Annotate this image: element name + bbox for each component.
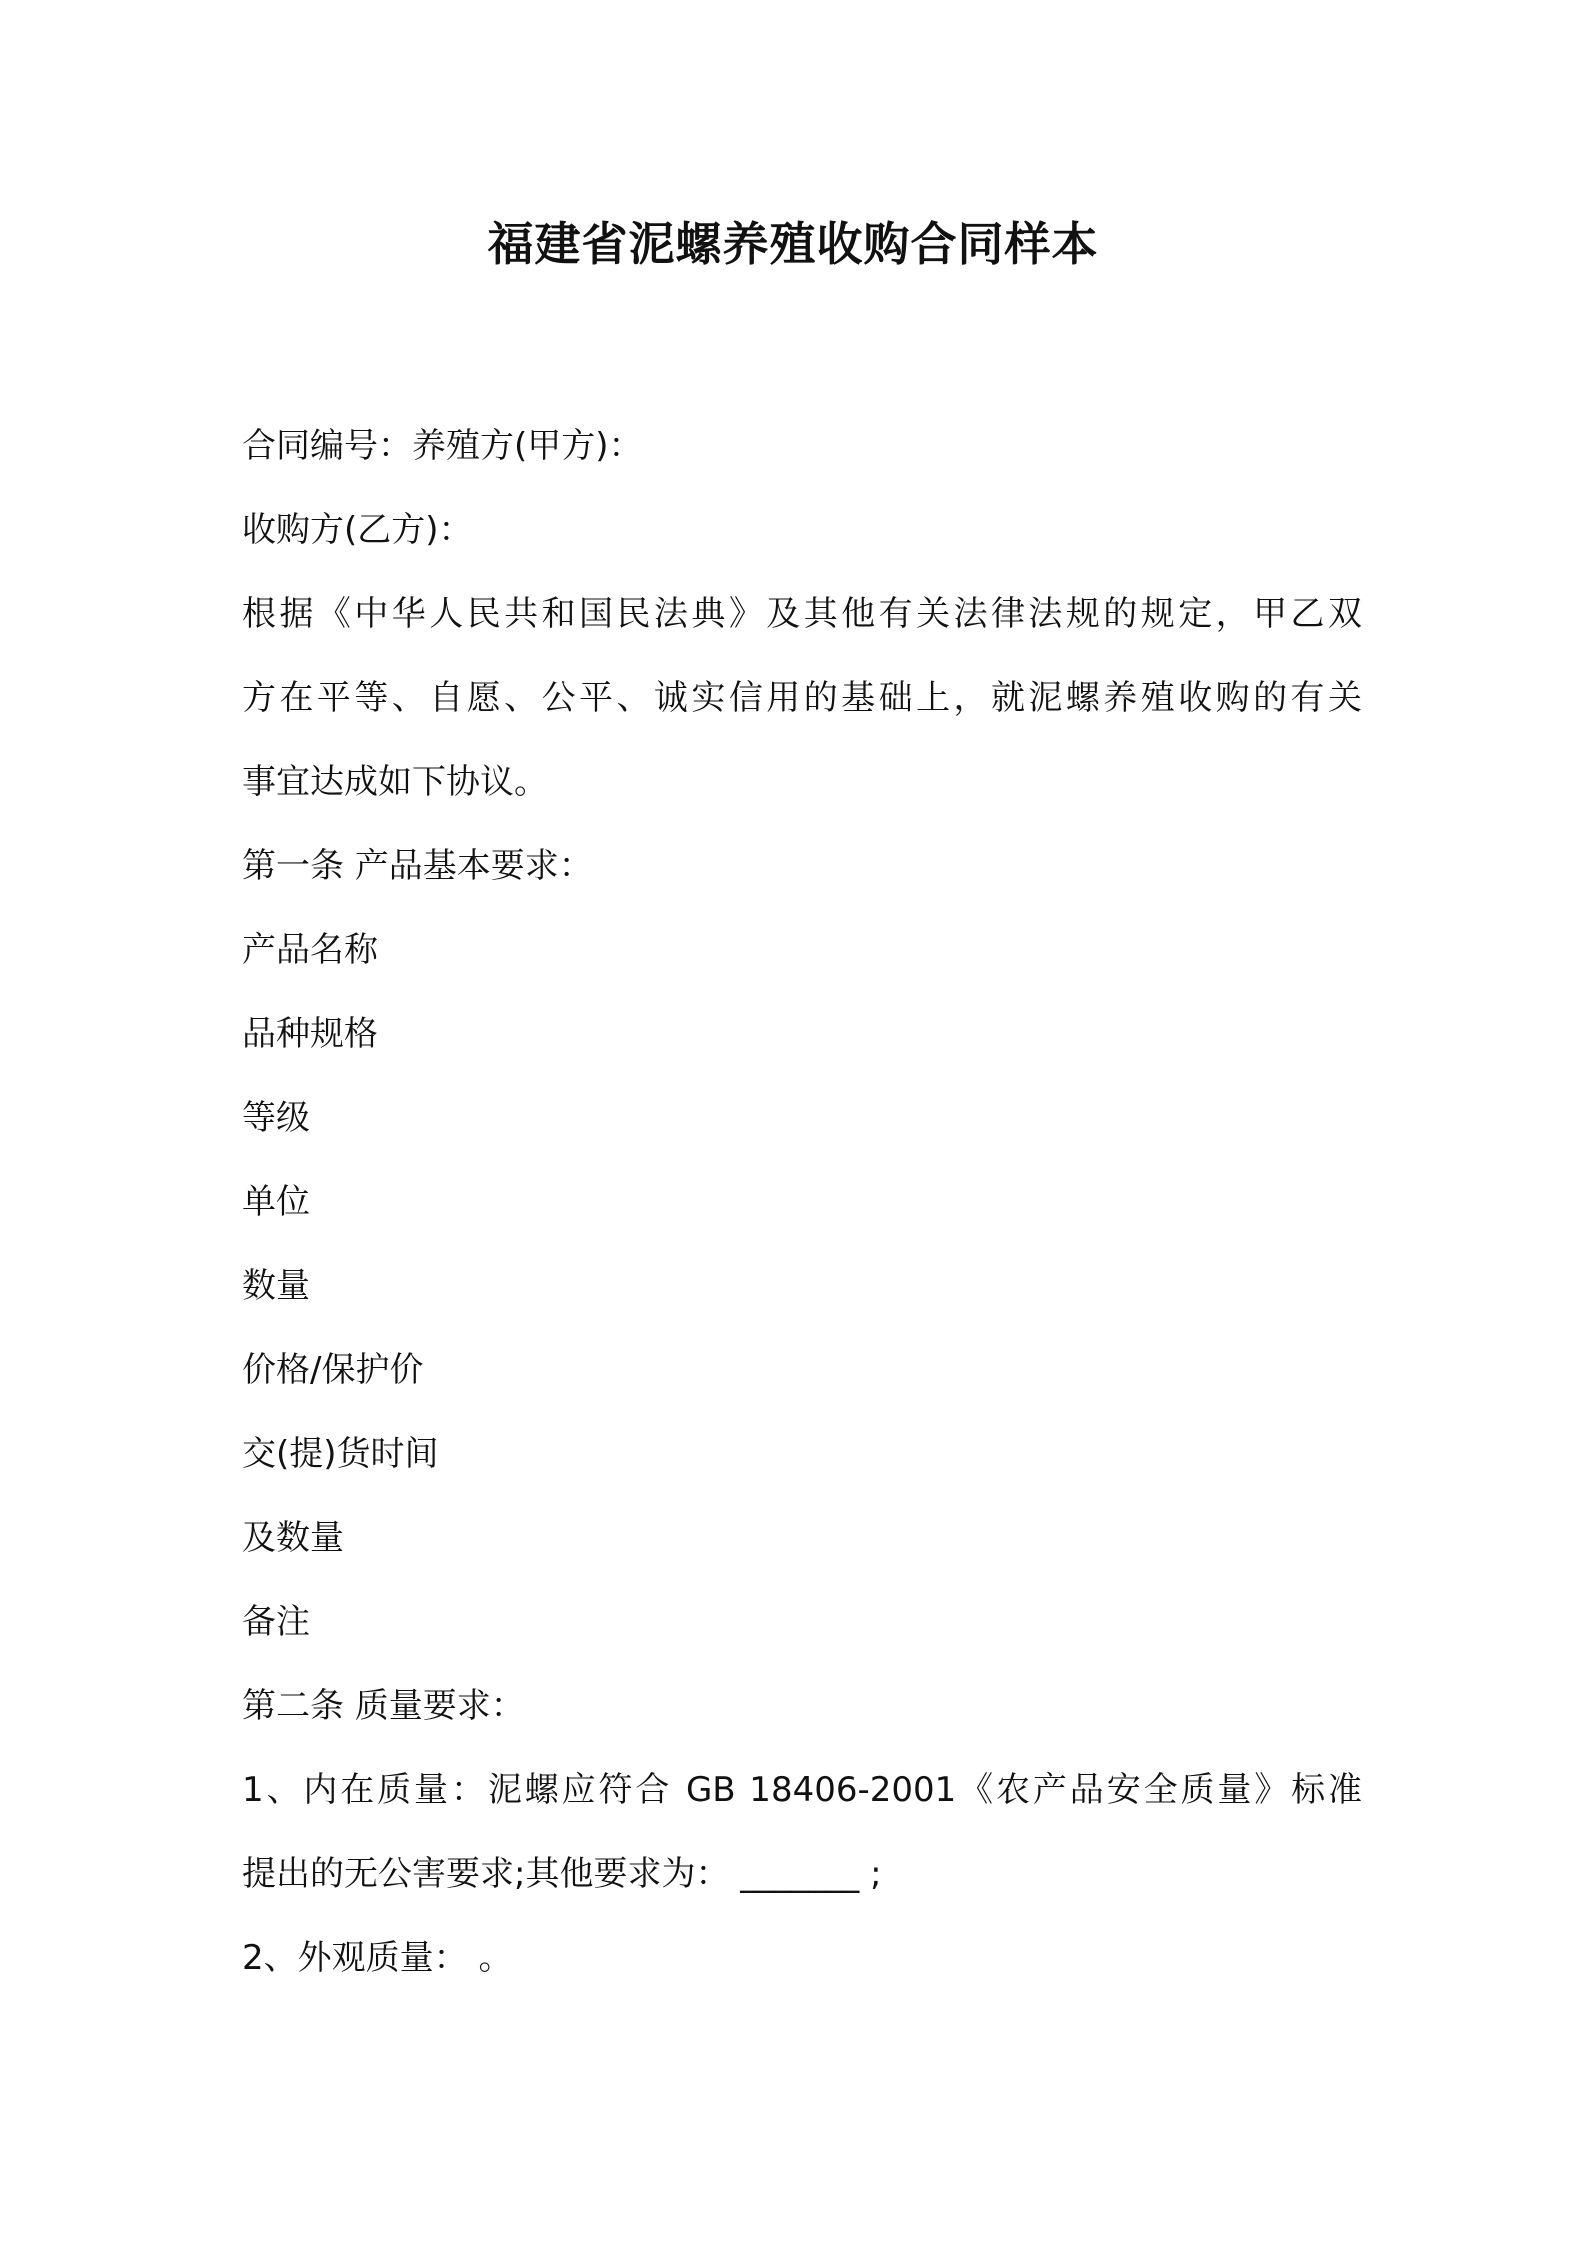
field-quantity: 数量 (242, 1266, 310, 1306)
quality-item-2: 2、外观质量： 。 (242, 1938, 513, 1978)
contract-number-line: 合同编号：养殖方(甲方)： (242, 426, 643, 466)
preamble-line-3: 事宜达成如下协议。 (242, 762, 548, 802)
preamble-line-1: 根据《中华人民共和国民法典》及其他有关法律法规的规定，甲乙双 (242, 594, 1362, 634)
field-remarks: 备注 (242, 1602, 310, 1642)
field-delivery-time: 交(提)货时间 (242, 1434, 439, 1474)
article-2-heading: 第二条 质量要求： (242, 1686, 525, 1726)
quality-item-1-line-1: 1、内在质量：泥螺应符合 GB 18406-2001《农产品安全质量》标准 (242, 1770, 1362, 1810)
quality-item-1-line-2: 提出的无公害要求;其他要求为： _______ ; (242, 1854, 882, 1894)
field-unit: 单位 (242, 1182, 310, 1222)
article-1-heading: 第一条 产品基本要求： (242, 846, 593, 886)
field-price: 价格/保护价 (242, 1350, 424, 1390)
preamble-line-2: 方在平等、自愿、公平、诚实信用的基础上，就泥螺养殖收购的有关 (242, 678, 1362, 718)
field-product-name: 产品名称 (242, 930, 378, 970)
field-grade: 等级 (242, 1098, 310, 1138)
document-title: 福建省泥螺养殖收购合同样本 (487, 217, 1099, 271)
field-delivery-quantity: 及数量 (242, 1518, 344, 1558)
document-body (242, 404, 1362, 2000)
field-variety-spec: 品种规格 (242, 1014, 378, 1054)
buyer-line: 收购方(乙方)： (242, 510, 473, 550)
